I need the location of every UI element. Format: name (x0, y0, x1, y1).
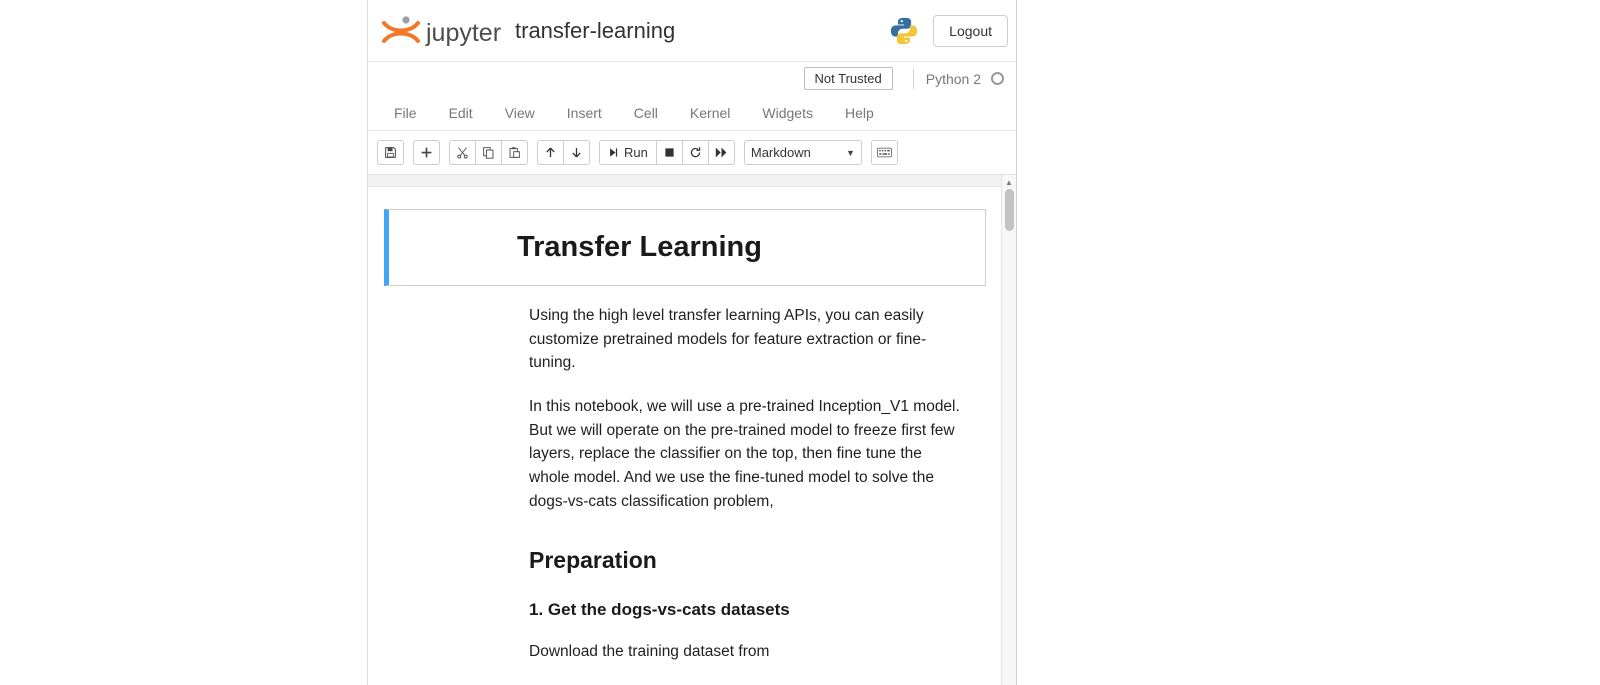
cell-type-value: Markdown (750, 145, 811, 160)
toolbar-group-run (599, 140, 735, 165)
toolbar-group-move (537, 140, 590, 165)
arrow-down-icon[interactable] (563, 140, 590, 165)
scroll-up-arrow-icon[interactable]: ▲ (1005, 177, 1013, 187)
arrow-up-icon[interactable] (537, 140, 564, 165)
intro-paragraph-2: In this notebook, we will use a pre-trained Inception_V1 model. But we will operate on the pre-trained model to freeze first few layers, replace the classifier on the top, then fine tune the whole model. And we use the fine-tuned model to solve the dogs-vs-cats classification problem, (529, 397, 960, 510)
intro-paragraph-1: Using the high level transfer learning APIs, you can easily customize pretrained models for feature extraction or fine-tuning. (529, 306, 927, 372)
menu-kernel[interactable]: Kernel (689, 104, 731, 121)
jupyter-logo[interactable] (378, 11, 503, 51)
toolbar-group-save (377, 140, 404, 165)
trust-status-button[interactable]: Not Trusted (804, 67, 893, 90)
restart-circle-icon[interactable] (682, 140, 709, 165)
page-title: Transfer Learning (517, 231, 762, 263)
notebook-name[interactable]: transfer-learning (515, 17, 676, 43)
divider (913, 69, 914, 89)
keyboard-icon[interactable] (871, 140, 898, 165)
svg-text:jupyter: jupyter (426, 18, 502, 47)
menu-widgets[interactable]: Widgets (762, 104, 813, 121)
menu-edit[interactable]: Edit (448, 104, 473, 121)
menu-insert[interactable]: Insert (566, 104, 602, 121)
menu-cell[interactable]: Cell (633, 104, 658, 121)
toolbar-group-clipboard (449, 140, 528, 165)
scissors-icon[interactable] (449, 140, 476, 165)
toolbar-group-keyboard (871, 140, 898, 165)
save-disk-icon[interactable] (377, 140, 404, 165)
toolbar-group-add (413, 140, 440, 165)
menu-bar (368, 95, 1016, 131)
menu-view[interactable]: View (504, 104, 535, 121)
plus-icon[interactable] (413, 140, 440, 165)
cell-type-select[interactable] (744, 140, 862, 165)
notebook-area (368, 175, 1016, 685)
notebook-scrollbar[interactable] (1001, 175, 1016, 685)
stop-square-icon[interactable] (656, 140, 683, 165)
menu-file[interactable]: File (394, 104, 417, 121)
scrollbar-thumb[interactable] (1005, 189, 1014, 231)
paste-icon[interactable] (501, 140, 528, 165)
notebook-cells (368, 187, 1016, 685)
header-right-group (889, 15, 1008, 47)
section-heading-preparation: Preparation (529, 547, 657, 574)
run-label: Run (624, 145, 648, 160)
logout-button[interactable]: Logout (933, 15, 1008, 47)
notebook-toolbar (368, 131, 1016, 175)
run-cell-button[interactable] (599, 140, 657, 165)
copy-icon[interactable] (475, 140, 502, 165)
menu-help[interactable]: Help (844, 104, 874, 121)
run-play-icon (608, 147, 619, 158)
markdown-cell-title[interactable] (384, 209, 986, 286)
chevron-down-icon: ▼ (845, 147, 855, 158)
notebook-top-band (368, 175, 1016, 187)
download-paragraph: Download the training dataset from (529, 643, 770, 661)
python-logo-icon (889, 15, 919, 47)
fast-forward-icon[interactable] (708, 140, 735, 165)
subsection-heading-datasets: 1. Get the dogs-vs-cats datasets (529, 600, 790, 620)
jupyter-notebook-window (367, 0, 1017, 685)
kernel-name-label: Python 2 (925, 70, 981, 87)
notebook-header (368, 0, 1016, 62)
markdown-cell-intro[interactable] (529, 304, 986, 664)
kernel-idle-circle-icon[interactable] (991, 72, 1004, 85)
kernel-status-bar (368, 62, 1016, 95)
